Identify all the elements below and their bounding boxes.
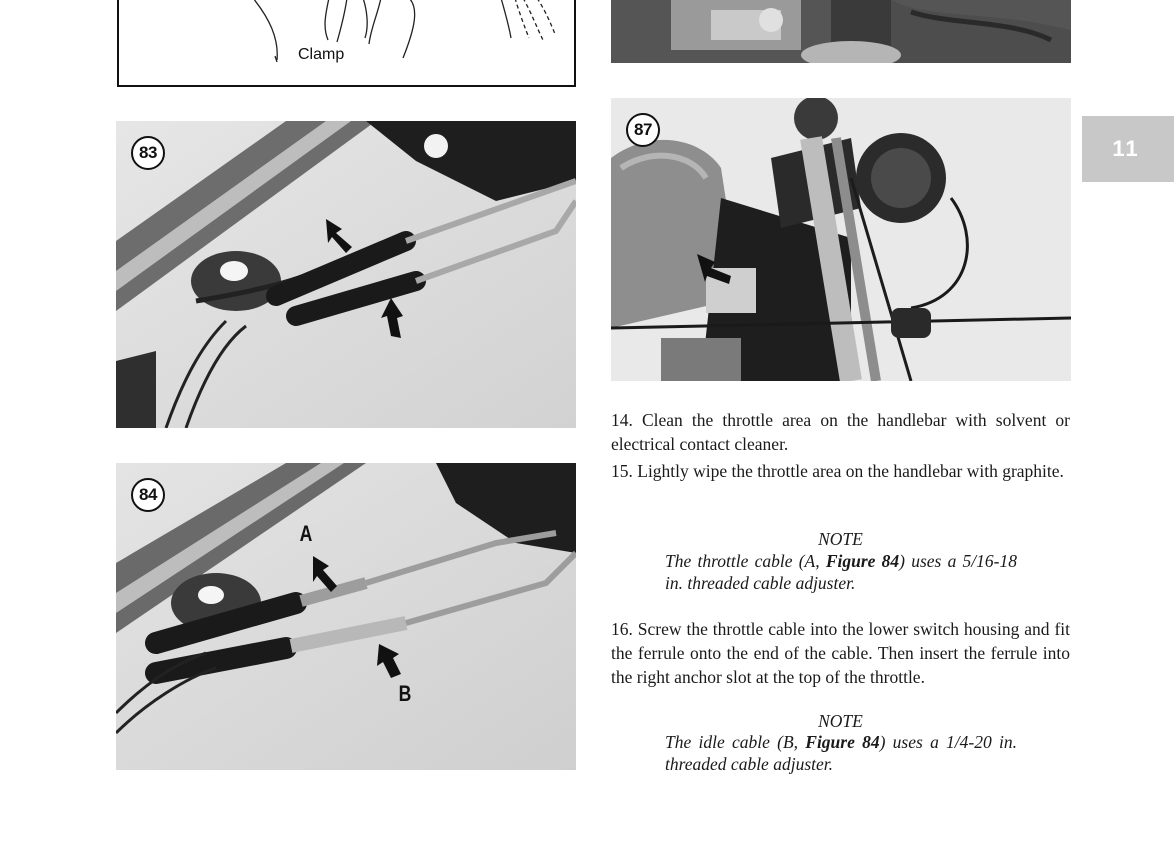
callout-a: A: [299, 521, 313, 546]
note-1-figure-ref: Figure 84: [825, 551, 900, 571]
figure-87-photo: [611, 98, 1071, 381]
engine-photo: [611, 0, 1071, 63]
note-2-heading: NOTE: [818, 711, 863, 731]
step-16: 16. Screw the throttle cable into the lower switch housing and fit the ferrule onto the end of the cable. Then insert the ferrule into the right anchor slot at the top of the throttle.: [611, 619, 1070, 687]
chapter-tab: 11: [1082, 116, 1174, 182]
clamp-label: Clamp: [298, 46, 345, 63]
handlebar-photo-83: [116, 121, 576, 428]
note-2-text-b: ) uses a 1/4-20 in. threaded cable adjuster.: [665, 732, 1017, 774]
note-1-text-b: ) uses a 5/16-18 in. threaded cable adjuster.: [665, 551, 1017, 593]
callout-b: B: [398, 681, 412, 706]
step-14: 14. Clean the throttle area on the handlebar with solvent or electrical contact cleaner.: [611, 410, 1070, 454]
figure-83-photo: [116, 121, 576, 428]
figure-83-number: 83: [131, 136, 165, 170]
tank-photo-87: [611, 98, 1071, 381]
step-15: 15. Lightly wipe the throttle area on the handlebar with graphite.: [611, 461, 1064, 481]
note-2-figure-ref: Figure 84: [805, 732, 880, 752]
figure-84-photo: [116, 463, 576, 770]
note-1-text-a: The throttle cable (A,: [665, 551, 826, 571]
photo-top-right: [611, 0, 1071, 63]
clamp-drawing-lines: [119, 0, 578, 87]
figure-87-number: 87: [626, 113, 660, 147]
figure-84-number: 84: [131, 478, 165, 512]
clamp-drawing: [117, 0, 576, 87]
note-2-body: [665, 731, 1017, 775]
note-2-text-a: The idle cable (B,: [665, 732, 806, 752]
handlebar-photo-84: [116, 463, 576, 770]
note-1-body: [665, 550, 1017, 594]
note-1-heading: NOTE: [818, 529, 863, 549]
